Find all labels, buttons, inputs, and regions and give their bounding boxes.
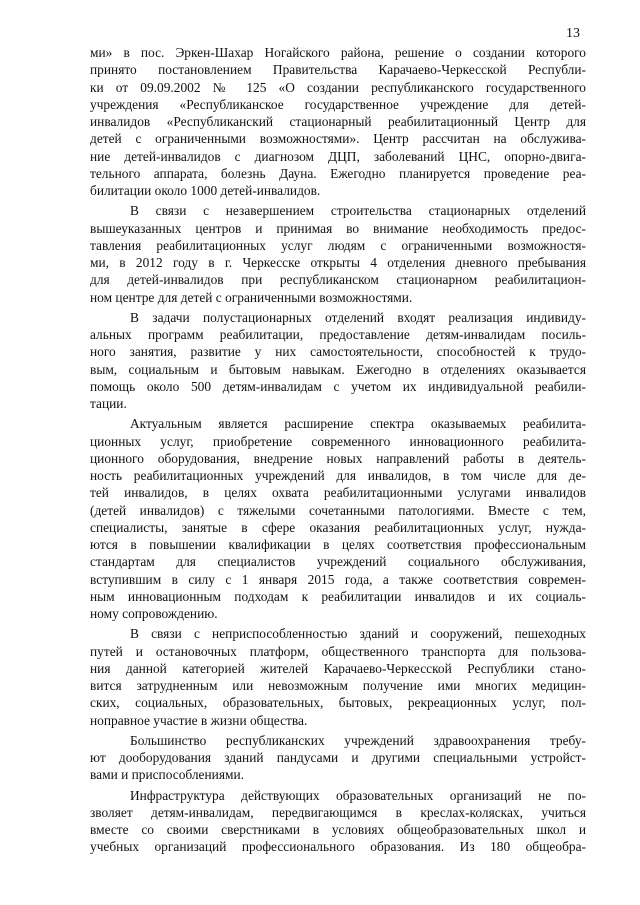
document-body <box>90 44 586 856</box>
text-line: детей с ограниченными возможностями». Центр рассчитан на обслужива- <box>90 131 586 147</box>
text-line: Инфраструктура действующих образовательных организаций не по- <box>130 787 586 803</box>
text-line: специалисты, занятые в сфере оказания реабилитационных услуг, нужда- <box>90 519 586 535</box>
text-line: В задачи полустационарных отделений входят реализация индивиду- <box>130 309 586 325</box>
text-line: для детей-инвалидов при республиканском стационарном реабилитацион- <box>90 272 586 288</box>
text-line: ционных услуг, приобретение современного инновационного реабилита- <box>90 433 586 449</box>
text-line: стандартам для специалистов учреждений социального обслуживания, <box>90 554 586 570</box>
text-line: вступившим в силу с 1 января 2015 года, а также соответствия современ- <box>90 571 586 587</box>
paragraph <box>90 787 586 856</box>
text-line: вместе со своими сверстниками в условиях общеобразовательных школ и <box>90 822 586 837</box>
text-line: ки от 09.09.2002 № 125 «О создании республиканского государственного <box>90 79 586 95</box>
text-line: ми» в пос. Эркен-Шахар Ногайского района, решение о создании которого <box>90 45 586 60</box>
paragraph <box>90 732 586 784</box>
text-line: ются в повышении квалификации в целях соответствия профессиональным <box>90 537 586 552</box>
text-line: билитации около 1000 детей-инвалидов. <box>90 183 321 198</box>
text-line: вами и приспособлениями. <box>90 767 244 783</box>
paragraph <box>90 309 586 413</box>
paragraph <box>90 202 586 306</box>
text-line: тации. <box>90 396 127 411</box>
paragraph <box>90 625 586 729</box>
text-line: вым, социальным и бытовым навыкам. Ежегодно в отделениях оказывается <box>90 361 586 377</box>
text-line: ноправное участие в жизни общества. <box>90 712 308 728</box>
text-line: ность реабилитационных учреждений для инвалидов, в том числе для де- <box>90 468 586 483</box>
text-line: ния данной категорией жителей Карачаево-Черкесской Республики стано- <box>90 660 586 676</box>
text-line: В связи с незавершением строительства стационарных отделений <box>130 203 586 219</box>
text-line: альных программ реабилитации, предоставление детям-инвалидам посиль- <box>90 327 586 342</box>
text-line: ционного оборудования, внедрение новых направлений работы в деятель- <box>90 450 586 466</box>
text-line: ских, социальных, образовательных, бытовых, рекреационных услуг, пол- <box>90 695 586 711</box>
text-line: зволяет детям-инвалидам, передвигающимся в креслах-колясках, учиться <box>90 804 586 820</box>
text-line: помощь около 500 детям-инвалидам с учетом их индивидуальной реабили- <box>90 378 586 394</box>
text-line: тавления реабилитационных услуг людям с ограниченными возможностя- <box>90 237 586 253</box>
text-line: принято постановлением Правительства Карачаево-Черкесской Республи- <box>90 62 586 78</box>
text-line: ному сопровождению. <box>90 606 218 621</box>
text-line: учреждения «Республиканское государственное учреждение для детей- <box>90 96 586 112</box>
paragraph <box>90 44 586 199</box>
text-line: ном центре для детей с ограниченными возможностями. <box>90 289 413 305</box>
text-line: (детей инвалидов) с тяжелыми сочетанными патологиями. Вместе с тем, <box>90 502 586 518</box>
paragraph <box>90 415 586 622</box>
text-line: вится затрудненным или невозможным получение ими многих медицин- <box>90 678 586 693</box>
text-line: Большинство республиканских учреждений здравоохранения требу- <box>130 732 586 748</box>
text-line: тельного аппарата, болезнь Дауна. Ежегодно планируется проведение реа- <box>90 165 586 181</box>
text-line: ми, в 2012 году в г. Черкесске открыты 4 отделения дневного пребывания <box>90 255 586 270</box>
text-line: учебных организаций профессионального образования. Из 180 общеобра- <box>90 839 586 855</box>
text-line: ным инновационным подходам к реабилитации инвалидов и их социаль- <box>90 588 586 604</box>
text-line: ние детей-инвалидов с диагнозом ДЦП, заболеваний ЦНС, опорно-двига- <box>90 148 586 164</box>
text-line: путей и остановочных платформ, общественного транспорта для пользова- <box>90 643 586 659</box>
text-line: В связи с неприспособленностью зданий и сооружений, пешеходных <box>130 626 586 642</box>
text-line: Актуальным является расширение спектра оказываемых реабилита- <box>130 416 586 432</box>
text-line: ного занятия, развитие у них самостоятельности, способностей к трудо- <box>90 344 586 360</box>
text-line: тей инвалидов, в целях охвата реабилитационными услугами инвалидов <box>90 485 586 501</box>
text-line: ют дооборудования зданий пандусами и другими специальными устройст- <box>90 750 586 765</box>
text-line: вышеуказанных центров и принимая во внимание необходимость предос- <box>90 220 586 236</box>
text-line: инвалидов «Республиканский стационарный реабилитационный Центр для <box>90 114 586 129</box>
page-number: 13 <box>566 26 580 41</box>
